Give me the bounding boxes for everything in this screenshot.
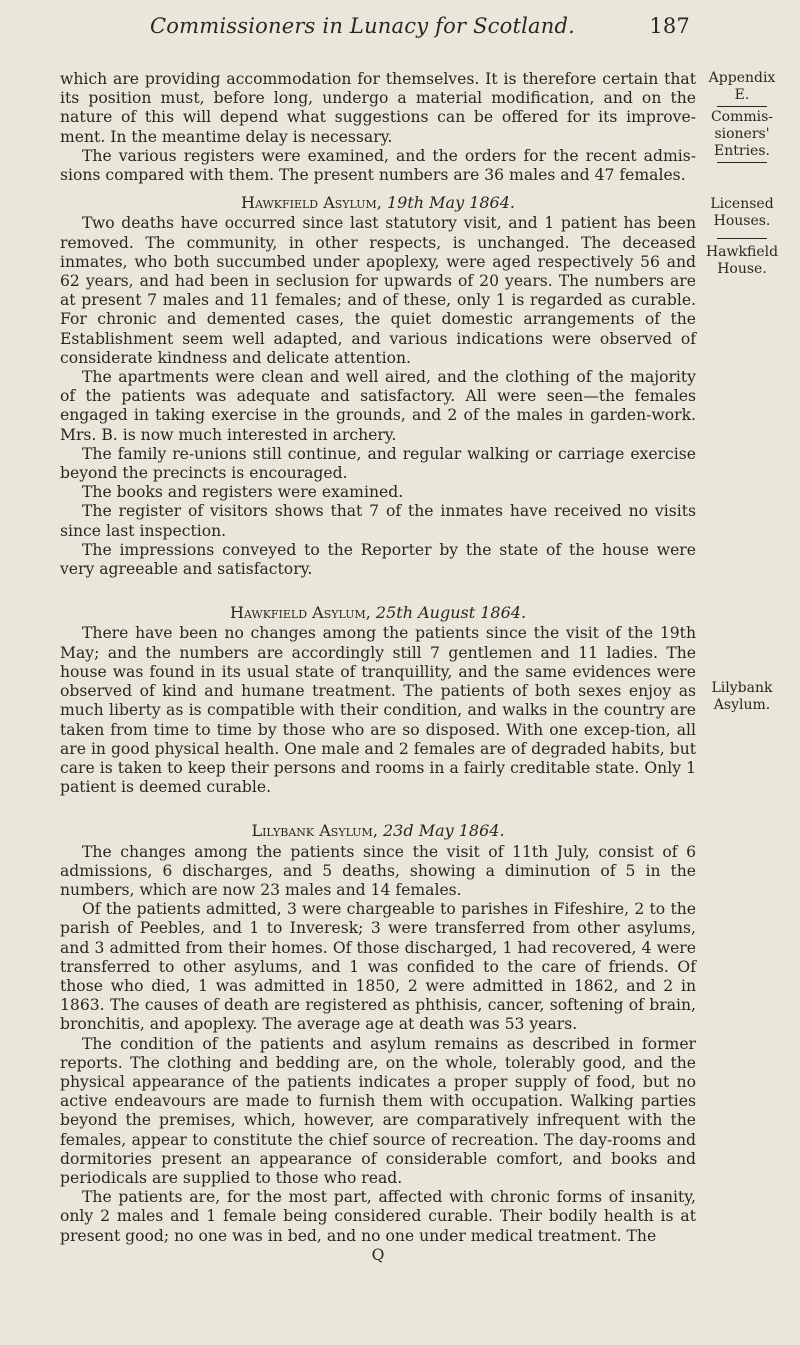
paragraph: The register of visitors shows that 7 of the inmates have received no visits since last inspection. [60, 502, 696, 540]
licensed-houses-note: Licensed Houses. [710, 196, 774, 229]
commissioners-entries-note: Commis- sioners' Entries. [710, 109, 774, 159]
heading-date: 23d May 1864. [383, 821, 505, 841]
lilybank-asylum-note: Lilybank Asylum. [711, 680, 773, 713]
heading-name: Hawkfield Asylum, [229, 603, 371, 623]
heading-name: Lilybank Asylum, [251, 821, 378, 841]
divider-block [690, 236, 794, 241]
divider [717, 238, 767, 239]
paragraph: The books and registers were examined. [82, 483, 404, 502]
heading-name: Hawkfield Asylum, [241, 193, 382, 213]
running-title: Commissioners in Lunacy for Scotland. [150, 14, 575, 38]
section-heading-hawkfield-august [60, 603, 696, 622]
spacer [60, 797, 696, 813]
section-heading-lilybank [60, 821, 696, 840]
main-text [60, 70, 696, 1265]
paragraph: Of the patients admitted, 3 were chargeable to parishes in Fifeshire, 2 to the parish of Peebles, and 1 to Inveresk; 3 were transferred from other asylums, and 3 admitted from their homes. Of those discharged, 1 had recovered, 4 were transferred to other asylums, and 1 was confided to the care of friends. Of those who died, 1 was admitted in 1850, 2 were admitted in 1862, and 2 in 1863. The causes of death are registered as phthisis, cancer, softening of brain, bronchitis, and apoplexy. The average age at death was 53 years. [60, 900, 696, 1034]
paragraph: Two deaths have occurred since last statutory visit, and 1 patient has been removed. The community, in other respects, is unchanged. The deceased inmates, who both succumbed under apoplexy, were aged respectively 56 and 62 years, and had been in seclusion for upwards of 20 years. The numbers are at present 7 males and 11 females; and of these, only 1 is regarded as curable. For chronic and demented cases, the quiet domestic arrangements of the Establishment seem well adapted, and various indications were observed of considerate kindness and delicate attention. [60, 214, 696, 367]
appendix-letter: E. [734, 87, 750, 103]
page-number: 187 [649, 14, 690, 38]
margin-note-appendix [690, 70, 794, 165]
paragraph: The condition of the patients and asylum remains as described in former reports. The clothing and bedding are, on the whole, tolerably good, and the physical appearance of the patients indicates a proper supply of food, but no active endeavours are made to furnish them with occupation. Walking parties beyond the premises, which, however, are comparatively infrequent with the females, appear to constitute the chief source of recreation. The day-rooms and dormitories present an appearance of considerable comfort, and books and periodicals are supplied to those who read. [60, 1034, 696, 1187]
paragraph: The changes among the patients since the visit of 11th July, consist of 6 admissions, 6 discharges, and 5 deaths, showing a diminution of 5 in the numbers, which are now 23 males and 14 females. [60, 842, 696, 899]
paragraph: There have been no changes among the patients since the visit of the 19th May; and the numbers are accordingly still 7 gentlemen and 11 ladies. The house was found in its usual state of tranquillity, and the same evidences were observed of kind and humane treatment. The patients of both sexes enjoy as much liberty as is compatible with their condition, and walks in the country are taken from time to time by those who are so disposed. With one excep-tion, all are in good physical health. One male and 2 females are of degraded habits, but care is taken to keep their persons and rooms in a fairly creditable state. Only 1 patient is deemed curable. [60, 624, 696, 797]
paragraph: The apartments were clean and well aired, and the clothing of the majority of the patients was adequate and satisfactory. All were seen—the females engaged in taking exercise in the grounds, and 2 of the males in garden-work. Mrs. B. is now much interested in archery. [60, 368, 696, 444]
signature-mark: Q [371, 1245, 385, 1264]
divider [717, 162, 767, 163]
section-heading-hawkfield-may [60, 193, 696, 212]
heading-date: 25th August 1864. [375, 603, 527, 623]
hawkfield-house-note: Hawkfield House. [705, 244, 779, 277]
paragraph: The family re-unions still continue, and regular walking or carriage exercise beyond the precincts is encouraged. [60, 444, 696, 483]
divider [717, 106, 767, 107]
spacer [60, 579, 696, 595]
running-header [150, 14, 690, 38]
paragraph: The patients are, for the most part, affected with chronic forms of insanity, only 2 males and 1 female being considered curable. Their bodily health is at present good; no one was in bed, and no one under medical treatment. The [60, 1188, 696, 1245]
paragraph: The impressions conveyed to the Reporter by the state of the house were very agreeable and satisfactory. [60, 540, 696, 579]
paragraph: The various registers were examined, and the orders for the recent admis-sions compared with them. The present numbers are 36 males and 47 females. [60, 146, 696, 185]
appendix-label: Appendix [708, 70, 776, 86]
heading-date: 19th May 1864. [386, 193, 515, 213]
paragraph: which are providing accommodation for themselves. It is therefore certain that its position must, before long, undergo a material modification, and on the nature of this will depend what suggestions can be offered for its improve-ment. In the meantime delay is necessary. [60, 70, 696, 146]
